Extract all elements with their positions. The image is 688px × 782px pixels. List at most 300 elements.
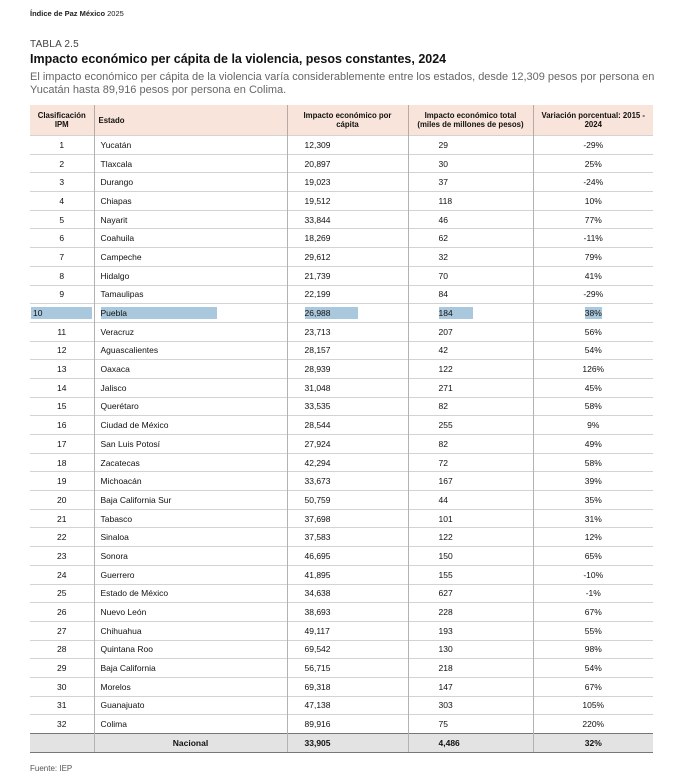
total-cell-text: 303	[438, 700, 453, 711]
per-capita-cell-text: 69,542	[304, 644, 331, 655]
table-row	[30, 416, 653, 435]
per-capita-cell	[287, 491, 408, 510]
per-capita-cell	[287, 285, 408, 304]
state-cell	[94, 285, 287, 304]
rank-cell	[30, 528, 94, 547]
table-row	[30, 528, 653, 547]
state-cell-text: Morelos	[100, 681, 131, 692]
rank-cell-text: 26	[57, 607, 67, 618]
per-capita-cell-text: 28,157	[304, 345, 331, 356]
rank-cell	[30, 154, 94, 173]
economic-impact-table	[30, 105, 653, 753]
state-cell	[94, 229, 287, 248]
total-cell-text: 84	[438, 289, 448, 300]
total-cell	[408, 584, 533, 603]
variation-cell-text: 12%	[584, 532, 602, 543]
table-subtitle: El impacto económico per cápita de la violencia varía considerablemente entre los estados, desde 12,309 pesos por persona en Yucatán hasta 89,916 pesos por persona en Colima.	[30, 71, 655, 96]
total-cell-text: 207	[438, 326, 453, 337]
variation-cell	[533, 229, 653, 248]
table-row	[30, 640, 653, 659]
state-cell-text: Hidalgo	[100, 270, 130, 281]
total-cell	[408, 677, 533, 696]
rank-cell-text: 2	[59, 158, 65, 169]
per-capita-cell-text: 37,583	[304, 532, 331, 543]
table-row	[30, 378, 653, 397]
state-cell-text: Jalisco	[100, 382, 127, 393]
variation-cell-text: 9%	[587, 420, 600, 431]
per-capita-cell	[287, 677, 408, 696]
rank-cell	[30, 453, 94, 472]
rank-cell	[30, 621, 94, 640]
table-body	[30, 136, 653, 734]
rank-cell-text: 28	[57, 644, 67, 655]
rank-cell	[30, 696, 94, 715]
per-capita-cell-text: 38,693	[304, 607, 331, 618]
state-cell	[94, 136, 287, 155]
total-cell-text: 82	[438, 438, 448, 449]
table-row	[30, 248, 653, 267]
table-title: Impacto económico per cápita de la violencia, pesos constantes, 2024	[30, 52, 447, 66]
variation-cell-text: 55%	[584, 625, 602, 636]
variation-cell	[533, 192, 653, 211]
total-cell-text: 184	[439, 307, 473, 319]
variation-cell	[533, 565, 653, 584]
state-cell-text: Nuevo León	[100, 607, 147, 618]
per-capita-cell	[287, 603, 408, 622]
variation-cell	[533, 378, 653, 397]
total-cell-text: 37	[438, 177, 448, 188]
rank-cell	[30, 677, 94, 696]
rank-cell-text: 30	[57, 681, 67, 692]
rank-cell	[30, 715, 94, 734]
per-capita-cell	[287, 154, 408, 173]
state-cell-text: Michoacán	[100, 476, 142, 487]
state-cell	[94, 565, 287, 584]
per-capita-cell-text: 12,309	[304, 139, 331, 150]
state-cell	[94, 266, 287, 285]
total-label-cell: Nacional	[94, 734, 287, 753]
table-header-row	[30, 105, 653, 136]
total-cell	[408, 210, 533, 229]
variation-cell-text: 54%	[584, 663, 602, 674]
running-head-title: Índice de Paz México	[30, 9, 106, 18]
variation-cell-text: 77%	[584, 214, 602, 225]
total-cell	[408, 621, 533, 640]
variation-cell-text: 67%	[584, 681, 602, 692]
total-cell	[408, 453, 533, 472]
rank-cell	[30, 397, 94, 416]
total-cell-text: 122	[438, 532, 453, 543]
total-cell-text: 70	[438, 270, 448, 281]
rank-cell-text: 11	[57, 326, 67, 337]
state-cell	[94, 304, 287, 323]
total-cell	[408, 547, 533, 566]
state-cell	[94, 435, 287, 454]
total-cell-text: 193	[438, 625, 453, 636]
rank-cell-text: 20	[57, 494, 67, 505]
state-cell	[94, 472, 287, 491]
total-cell	[408, 229, 533, 248]
per-capita-cell-text: 42,294	[304, 457, 331, 468]
table-row	[30, 659, 653, 678]
rank-cell-text: 27	[57, 625, 67, 636]
total-cell	[408, 603, 533, 622]
state-cell-text: Puebla	[101, 307, 217, 319]
state-cell-text: Oaxaca	[100, 364, 130, 375]
state-cell	[94, 397, 287, 416]
table-row	[30, 192, 653, 211]
rank-cell-text: 22	[57, 532, 67, 543]
per-capita-cell	[287, 397, 408, 416]
rank-cell-text: 25	[57, 588, 67, 599]
total-cell-text: 29	[438, 139, 448, 150]
per-capita-cell-text: 56,715	[304, 663, 331, 674]
variation-cell	[533, 416, 653, 435]
variation-cell-text: -1%	[585, 588, 601, 599]
state-cell	[94, 341, 287, 360]
rank-cell-text: 3	[59, 177, 65, 188]
total-per-capita-cell: 33,905	[287, 734, 408, 753]
total-cell-text: 155	[438, 569, 453, 580]
variation-cell	[533, 154, 653, 173]
total-cell	[408, 640, 533, 659]
rank-cell	[30, 584, 94, 603]
state-cell	[94, 547, 287, 566]
rank-cell	[30, 378, 94, 397]
variation-cell	[533, 285, 653, 304]
state-cell	[94, 696, 287, 715]
variation-cell	[533, 677, 653, 696]
state-cell	[94, 360, 287, 379]
rank-cell-text: 13	[57, 364, 67, 375]
variation-cell	[533, 547, 653, 566]
running-head-year: 2025	[107, 9, 124, 18]
per-capita-cell	[287, 509, 408, 528]
state-cell-text: Durango	[100, 177, 134, 188]
rank-cell-text: 19	[57, 476, 67, 487]
per-capita-cell	[287, 659, 408, 678]
table-row	[30, 715, 653, 734]
per-capita-cell	[287, 266, 408, 285]
per-capita-cell-text: 21,739	[304, 270, 331, 281]
state-cell-text: Colima	[100, 719, 127, 730]
rank-cell	[30, 341, 94, 360]
per-capita-cell	[287, 416, 408, 435]
total-cell	[408, 416, 533, 435]
variation-cell	[533, 266, 653, 285]
rank-cell	[30, 285, 94, 304]
variation-cell-text: 98%	[584, 644, 602, 655]
header-state: Estado	[94, 105, 287, 136]
rank-cell-text: 12	[57, 345, 67, 356]
rank-cell	[30, 304, 94, 323]
state-cell	[94, 416, 287, 435]
per-capita-cell	[287, 621, 408, 640]
header-variation: Variación porcentual: 2015 - 2024	[533, 105, 653, 136]
variation-cell-text: 58%	[584, 401, 602, 412]
per-capita-cell	[287, 248, 408, 267]
rank-cell	[30, 435, 94, 454]
state-cell-text: Tlaxcala	[100, 158, 133, 169]
variation-cell-text: 54%	[584, 345, 602, 356]
rank-cell-text: 17	[57, 438, 67, 449]
per-capita-cell	[287, 378, 408, 397]
total-cell-text: 75	[438, 719, 448, 730]
state-cell-text: Ciudad de México	[100, 420, 169, 431]
per-capita-cell-text: 34,638	[304, 588, 331, 599]
table-row	[30, 360, 653, 379]
table-row	[30, 397, 653, 416]
per-capita-cell-text: 41,895	[304, 569, 331, 580]
variation-cell	[533, 360, 653, 379]
state-cell-text: Chihuahua	[100, 625, 142, 636]
state-cell	[94, 322, 287, 341]
rank-cell	[30, 322, 94, 341]
total-cell	[408, 154, 533, 173]
variation-cell	[533, 173, 653, 192]
total-cell-text: 167	[438, 476, 453, 487]
table-row	[30, 509, 653, 528]
state-cell-text: Guerrero	[100, 569, 135, 580]
table-row	[30, 584, 653, 603]
rank-cell	[30, 136, 94, 155]
source-note: Fuente: IEP	[30, 764, 73, 773]
rank-cell	[30, 173, 94, 192]
per-capita-cell	[287, 453, 408, 472]
variation-cell-text: 49%	[584, 438, 602, 449]
variation-cell	[533, 472, 653, 491]
variation-cell	[533, 509, 653, 528]
rank-cell	[30, 509, 94, 528]
state-cell	[94, 491, 287, 510]
variation-cell	[533, 603, 653, 622]
total-variation-cell: 32%	[533, 734, 653, 753]
rank-cell	[30, 210, 94, 229]
per-capita-cell	[287, 360, 408, 379]
rank-cell	[30, 565, 94, 584]
per-capita-cell-text: 33,844	[304, 214, 331, 225]
state-cell-text: Baja California Sur	[100, 494, 172, 505]
table-row	[30, 603, 653, 622]
total-cell-text: 271	[438, 382, 453, 393]
table-row	[30, 154, 653, 173]
total-cell-text: 44	[438, 494, 448, 505]
variation-cell	[533, 584, 653, 603]
state-cell	[94, 659, 287, 678]
per-capita-cell	[287, 210, 408, 229]
per-capita-cell	[287, 547, 408, 566]
table-row	[30, 322, 653, 341]
total-cell	[408, 696, 533, 715]
variation-cell	[533, 435, 653, 454]
rank-cell	[30, 659, 94, 678]
total-cell	[408, 435, 533, 454]
rank-cell	[30, 416, 94, 435]
total-cell-text: 72	[438, 457, 448, 468]
rank-cell-text: 15	[57, 401, 67, 412]
variation-cell	[533, 491, 653, 510]
total-cell	[408, 378, 533, 397]
per-capita-cell	[287, 528, 408, 547]
state-cell	[94, 584, 287, 603]
rank-cell-text: 4	[59, 195, 65, 206]
table-row	[30, 677, 653, 696]
per-capita-cell	[287, 640, 408, 659]
table-row	[30, 136, 653, 155]
rank-cell-text: 32	[57, 719, 67, 730]
total-cell-text: 62	[438, 233, 448, 244]
state-cell-text: Tabasco	[100, 513, 133, 524]
total-cell	[408, 360, 533, 379]
state-cell-text: Sonora	[100, 550, 128, 561]
table-row	[30, 266, 653, 285]
variation-cell-text: 25%	[584, 158, 602, 169]
state-cell	[94, 528, 287, 547]
header-total: Impacto económico total (miles de millones de pesos)	[408, 105, 533, 136]
rank-cell	[30, 603, 94, 622]
per-capita-cell-text: 31,048	[304, 382, 331, 393]
total-cell	[408, 136, 533, 155]
state-cell-text: Chiapas	[100, 195, 132, 206]
total-cell	[408, 472, 533, 491]
state-cell	[94, 192, 287, 211]
per-capita-cell-text: 47,138	[304, 700, 331, 711]
per-capita-cell-text: 19,023	[304, 177, 331, 188]
total-cell	[408, 285, 533, 304]
variation-cell-text: 58%	[584, 457, 602, 468]
rank-cell-text: 29	[57, 663, 67, 674]
per-capita-cell-text: 22,199	[304, 289, 331, 300]
per-capita-cell	[287, 565, 408, 584]
header-rank: Clasificación IPM	[30, 105, 94, 136]
per-capita-cell	[287, 136, 408, 155]
variation-cell-text: 65%	[584, 550, 602, 561]
variation-cell	[533, 621, 653, 640]
rank-cell-text: 14	[57, 382, 67, 393]
variation-cell	[533, 453, 653, 472]
per-capita-cell	[287, 715, 408, 734]
rank-cell	[30, 547, 94, 566]
variation-cell-text: 126%	[582, 364, 605, 375]
variation-cell	[533, 659, 653, 678]
variation-cell-text: 220%	[582, 719, 605, 730]
state-cell	[94, 715, 287, 734]
state-cell-text: Yucatán	[100, 139, 132, 150]
total-cell	[408, 341, 533, 360]
header-per-capita: Impacto económico por cápita	[287, 105, 408, 136]
total-cell-text: 228	[438, 607, 453, 618]
total-cell-text: 32	[438, 251, 448, 262]
total-cell	[408, 173, 533, 192]
rank-cell	[30, 491, 94, 510]
per-capita-cell-text: 18,269	[304, 233, 331, 244]
total-cell	[408, 304, 533, 323]
variation-cell-text: 38%	[584, 308, 602, 319]
variation-cell	[533, 397, 653, 416]
variation-cell	[533, 304, 653, 323]
rank-cell-text: 8	[59, 270, 65, 281]
state-cell	[94, 621, 287, 640]
total-cell	[408, 322, 533, 341]
total-cell	[408, 659, 533, 678]
state-cell-text: Guanajuato	[100, 700, 145, 711]
rank-cell-text: 10	[31, 307, 92, 319]
table-total-row	[30, 734, 653, 753]
variation-cell	[533, 528, 653, 547]
total-cell-text: 46	[438, 214, 448, 225]
total-cell	[408, 192, 533, 211]
variation-cell-text: 67%	[584, 607, 602, 618]
variation-cell	[533, 696, 653, 715]
state-cell-text: Querétaro	[100, 401, 139, 412]
total-cell	[408, 528, 533, 547]
rank-cell-text: 1	[59, 139, 65, 150]
table-row	[30, 696, 653, 715]
table-row	[30, 565, 653, 584]
per-capita-cell	[287, 435, 408, 454]
per-capita-cell-text: 69,318	[304, 681, 331, 692]
rank-cell-text: 5	[59, 214, 65, 225]
per-capita-cell	[287, 322, 408, 341]
table-row	[30, 341, 653, 360]
total-cell	[408, 266, 533, 285]
table-row	[30, 210, 653, 229]
per-capita-cell-text: 28,939	[304, 364, 331, 375]
per-capita-cell-text: 33,535	[304, 401, 331, 412]
running-head	[30, 9, 124, 18]
per-capita-cell-text: 89,916	[304, 719, 331, 730]
per-capita-cell-text: 23,713	[304, 326, 331, 337]
per-capita-cell	[287, 173, 408, 192]
variation-cell-text: 105%	[582, 700, 605, 711]
state-cell-text: Zacatecas	[100, 457, 140, 468]
total-total-cell: 4,486	[408, 734, 533, 753]
per-capita-cell-text: 33,673	[304, 476, 331, 487]
table-row	[30, 547, 653, 566]
total-cell-text: 255	[438, 420, 453, 431]
state-cell-text: San Luis Potosí	[100, 438, 161, 449]
table-row	[30, 453, 653, 472]
rank-cell	[30, 472, 94, 491]
state-cell-text: Nayarit	[100, 214, 128, 225]
per-capita-cell	[287, 304, 408, 323]
per-capita-cell-text: 19,512	[304, 195, 331, 206]
total-cell	[408, 715, 533, 734]
state-cell-text: Veracruz	[100, 326, 135, 337]
variation-cell	[533, 248, 653, 267]
table-row	[30, 285, 653, 304]
rank-cell-text: 23	[57, 550, 67, 561]
variation-cell-text: -29%	[583, 139, 604, 150]
variation-cell-text: -24%	[583, 177, 604, 188]
total-cell	[408, 509, 533, 528]
table-row	[30, 229, 653, 248]
rank-cell-text: 16	[57, 420, 67, 431]
state-cell-text: Coahuila	[100, 233, 135, 244]
table-label: TABLA 2.5	[30, 39, 79, 50]
state-cell-text: Estado de México	[100, 588, 169, 599]
per-capita-cell	[287, 584, 408, 603]
variation-cell	[533, 210, 653, 229]
variation-cell	[533, 715, 653, 734]
state-cell-text: Campeche	[100, 251, 142, 262]
rank-cell-text: 31	[57, 700, 67, 711]
rank-cell-text: 24	[57, 569, 67, 580]
state-cell-text: Tamaulipas	[100, 289, 144, 300]
state-cell	[94, 603, 287, 622]
table-row	[30, 472, 653, 491]
total-cell-text: 122	[438, 364, 453, 375]
